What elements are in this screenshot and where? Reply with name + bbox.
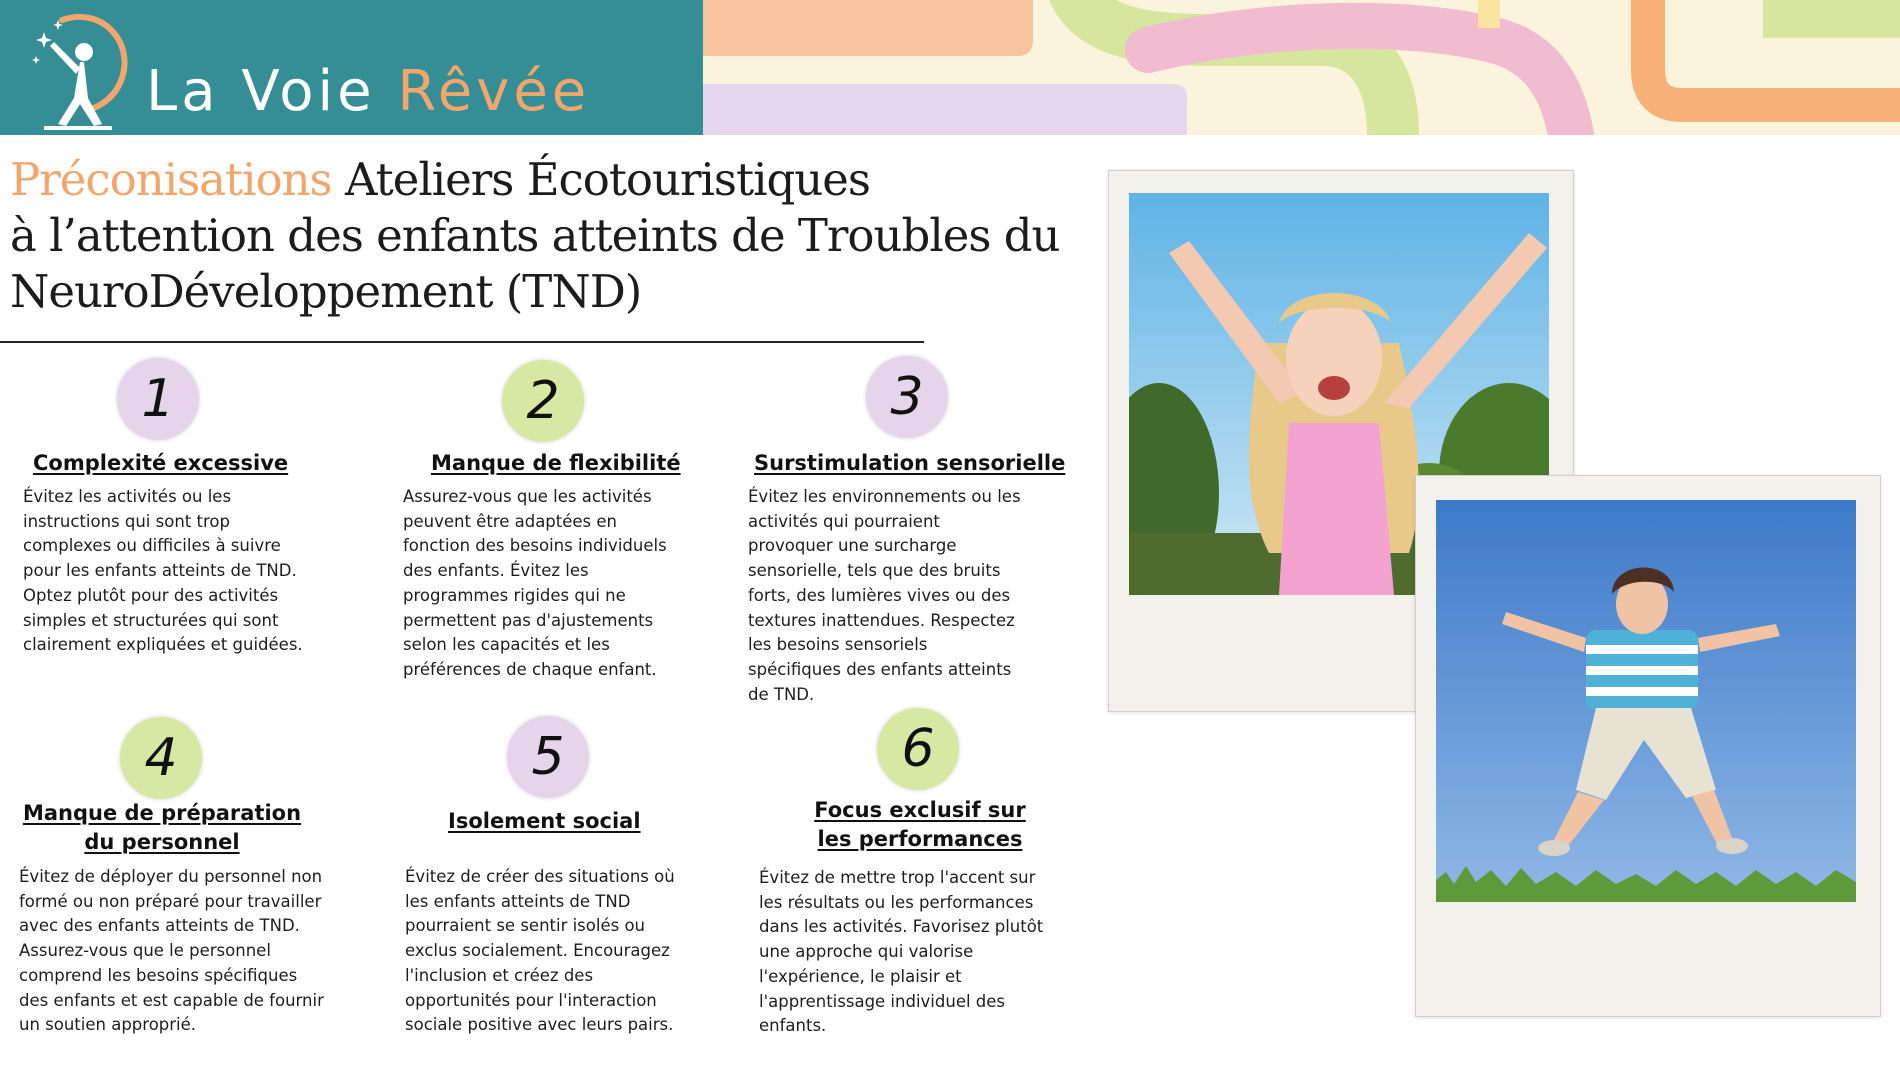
item-heading-6-line-1: Focus exclusif sur (814, 798, 1026, 822)
body-line: les besoins sensoriels (748, 635, 928, 655)
dreaming-child-logo (22, 12, 132, 130)
item-heading-5: Isolement social (448, 809, 641, 833)
body-line: les enfants atteints de TND (405, 891, 631, 911)
body-line: activités qui pourraient (748, 511, 940, 531)
item-body-4 (19, 865, 389, 1038)
title-divider (0, 341, 924, 343)
body-line: de TND. (748, 684, 815, 704)
item-heading-6 (790, 796, 1050, 854)
item-body-2 (403, 485, 743, 683)
number-badge-5: 5 (507, 716, 589, 798)
body-line: l'apprentissage individuel des (759, 991, 1006, 1011)
item-body-6 (759, 866, 1099, 1039)
number-badge-6: 6 (877, 708, 959, 790)
item-body-5 (405, 865, 735, 1038)
body-line: selon les capacités et les (403, 635, 610, 655)
body-line: formé ou non préparé pour travailler (19, 891, 322, 911)
item-heading-4-line-2: du personnel (84, 830, 240, 854)
body-line: complexes ou difficiles à suivre (23, 536, 281, 556)
body-line: clairement expliquées et guidées. (23, 635, 303, 655)
body-line: sensorielle, tels que des bruits (748, 561, 1001, 581)
brand-name (146, 59, 591, 124)
body-line: permettent pas d'ajustements (403, 610, 654, 630)
body-line: enfants. (759, 1016, 827, 1036)
decorative-shapes (703, 0, 1900, 135)
body-line: exclus socialement. Encouragez (405, 941, 670, 961)
photo-frame-2 (1415, 475, 1881, 1017)
body-line: programmes rigides qui ne (403, 585, 626, 605)
body-line: l'expérience, le plaisir et (759, 966, 962, 986)
item-heading-1: Complexité excessive (33, 451, 289, 475)
body-line: simples et structurées qui sont (23, 610, 279, 630)
body-line: pour les enfants atteints de TND. (23, 561, 297, 581)
item-heading-3: Surstimulation sensorielle (754, 451, 1066, 475)
body-line: Assurez-vous que le personnel (19, 941, 271, 961)
brand-name-part2: Rêvée (397, 59, 591, 124)
body-line: forts, des lumières vives ou des (748, 585, 1011, 605)
body-line: une approche qui valorise (759, 942, 974, 962)
body-line: Évitez de mettre trop l'accent sur (759, 868, 1036, 887)
page-title (10, 152, 1070, 320)
body-line: textures inattendues. Respectez (748, 610, 1015, 630)
body-line: fonction des besoins individuels (403, 536, 667, 556)
title-line-1-rest: Ateliers Écotouristiques (331, 153, 870, 206)
item-heading-4-line-1: Manque de préparation (22, 801, 302, 825)
header (0, 0, 1900, 135)
body-line: un soutien approprié. (19, 1015, 197, 1035)
body-line: spécifiques des enfants atteints (748, 659, 1012, 679)
body-line: Évitez les activités ou les (23, 487, 232, 506)
number-badge-2: 2 (502, 360, 584, 442)
brand-bar (0, 0, 703, 135)
item-body-3 (748, 485, 1088, 707)
item-heading-2: Manque de flexibilité (431, 451, 681, 475)
number-badge-3: 3 (866, 356, 948, 438)
brand-name-part1: La Voie (146, 59, 398, 124)
body-line: Évitez de déployer du personnel non (19, 867, 323, 886)
item-body-1 (23, 485, 383, 658)
item-heading-6-line-2: les performances (817, 827, 1023, 851)
body-line: sociale positive avec leurs pairs. (405, 1015, 674, 1035)
title-line-1 (10, 152, 1070, 208)
number-badge-4: 4 (120, 717, 202, 799)
body-line: Évitez de créer des situations où (405, 867, 675, 886)
body-line: Optez plutôt pour des activités (23, 585, 279, 605)
title-line-3: NeuroDéveloppement (TND) (10, 265, 642, 318)
body-line: des enfants et est capable de fournir (19, 990, 324, 1010)
body-line: instructions qui sont trop (23, 511, 230, 531)
body-line: provoquer une surcharge (748, 536, 957, 556)
body-line: peuvent être adaptées en (403, 511, 618, 531)
body-line: l'inclusion et créez des (405, 965, 594, 985)
body-line: préférences de chaque enfant. (403, 659, 657, 679)
number-badge-1: 1 (117, 358, 199, 440)
body-line: comprend les besoins spécifiques (19, 965, 298, 985)
body-line: Assurez-vous que les activités (403, 487, 652, 506)
body-line: opportunités pour l'interaction (405, 990, 657, 1010)
body-line: pourraient se sentir isolés ou (405, 916, 646, 936)
body-line: avec des enfants atteints de TND. (19, 916, 300, 936)
title-line-2: à l’attention des enfants atteints de Troubles du (10, 209, 1060, 262)
boy-jumping-photo (1436, 500, 1856, 902)
title-accent: Préconisations (10, 153, 332, 206)
item-heading-4 (14, 799, 310, 857)
body-line: les résultats ou les performances (759, 892, 1034, 912)
body-line: Évitez les environnements ou les (748, 487, 1021, 506)
body-line: dans les activités. Favorisez plutôt (759, 917, 1044, 937)
decorative-band (703, 0, 1900, 135)
body-line: des enfants. Évitez les (403, 561, 589, 581)
